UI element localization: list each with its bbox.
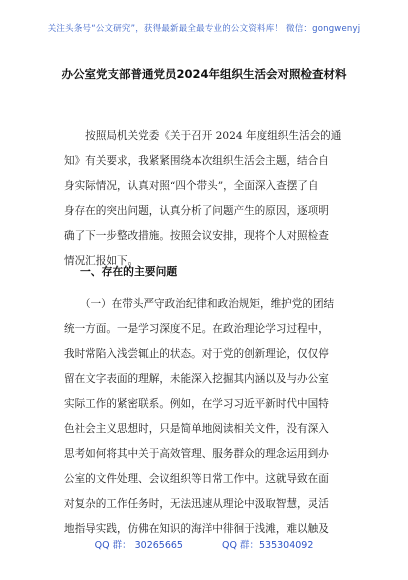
paragraph-line: 实际工作的紧密联系。例如，在学习习近平新时代中国特 xyxy=(64,398,329,410)
paragraph-line: 确了下一步整改措施。按照会议安排，现将个人对照检查 xyxy=(64,230,329,242)
paragraph-line: 情况汇报如下。 xyxy=(64,255,139,267)
paragraph-line: 留在文字表面的理解，未能深入挖掘其内涵以及与办公室 xyxy=(64,373,329,385)
paragraph-line: 统一方面。一是学习深度不足。在政治理论学习过程中， xyxy=(64,323,329,335)
paragraph-line: 身存在的突出问题，认真分析了问题产生的原因，逐项明 xyxy=(64,205,329,217)
paragraph-line: 按照局机关党委《关于召开 2024 年度组织生活会的通 xyxy=(64,130,342,142)
paragraph-line: 我时常陷入浅尝辄止的状态。对于党的创新理论，仅仅停 xyxy=(64,348,329,360)
paragraph-line: 公室的文件处理、会议组织等日常工作中。这就导致在面 xyxy=(64,473,329,485)
qq-group-2: QQ 群：535304092 xyxy=(222,540,314,551)
paragraph-line: 知》有关要求，我紧紧围绕本次组织生活会主题，结合自 xyxy=(64,155,329,167)
paragraph-line: 色社会主义思想时，只是简单地阅读相关文件，没有深入 xyxy=(64,423,329,435)
intro-paragraph xyxy=(64,124,346,274)
contact-footer xyxy=(0,537,408,551)
paragraph-line: 地指导实践，仿佛在知识的海洋中徘徊于浅滩，难以触及 xyxy=(64,523,329,535)
paragraph-line: 对复杂的工作任务时，无法迅速从理论中汲取智慧，灵活 xyxy=(64,498,329,510)
document-title: 办公室党支部普通党员2024年组织生活会对照检查材料 xyxy=(61,67,347,81)
promo-banner: 关注头条号“公文研究”，获得最新最全最专业的公文资料库！ 微信：gongwenyj xyxy=(47,24,361,34)
paragraph-line: 身实际情况，认真对照“四个带头”，全面深入查摆了自 xyxy=(64,180,319,192)
section-paragraph xyxy=(64,292,346,542)
section-heading: 一、存在的主要问题 xyxy=(80,265,178,278)
qq-group-1: QQ 群： 30265665 xyxy=(94,540,183,551)
paragraph-line: （一）在带头严守政治纪律和政治规矩，维护党的团结 xyxy=(64,298,335,310)
paragraph-line: 思考如何将其中关于高效管理、服务群众的理念运用到办 xyxy=(64,448,329,460)
